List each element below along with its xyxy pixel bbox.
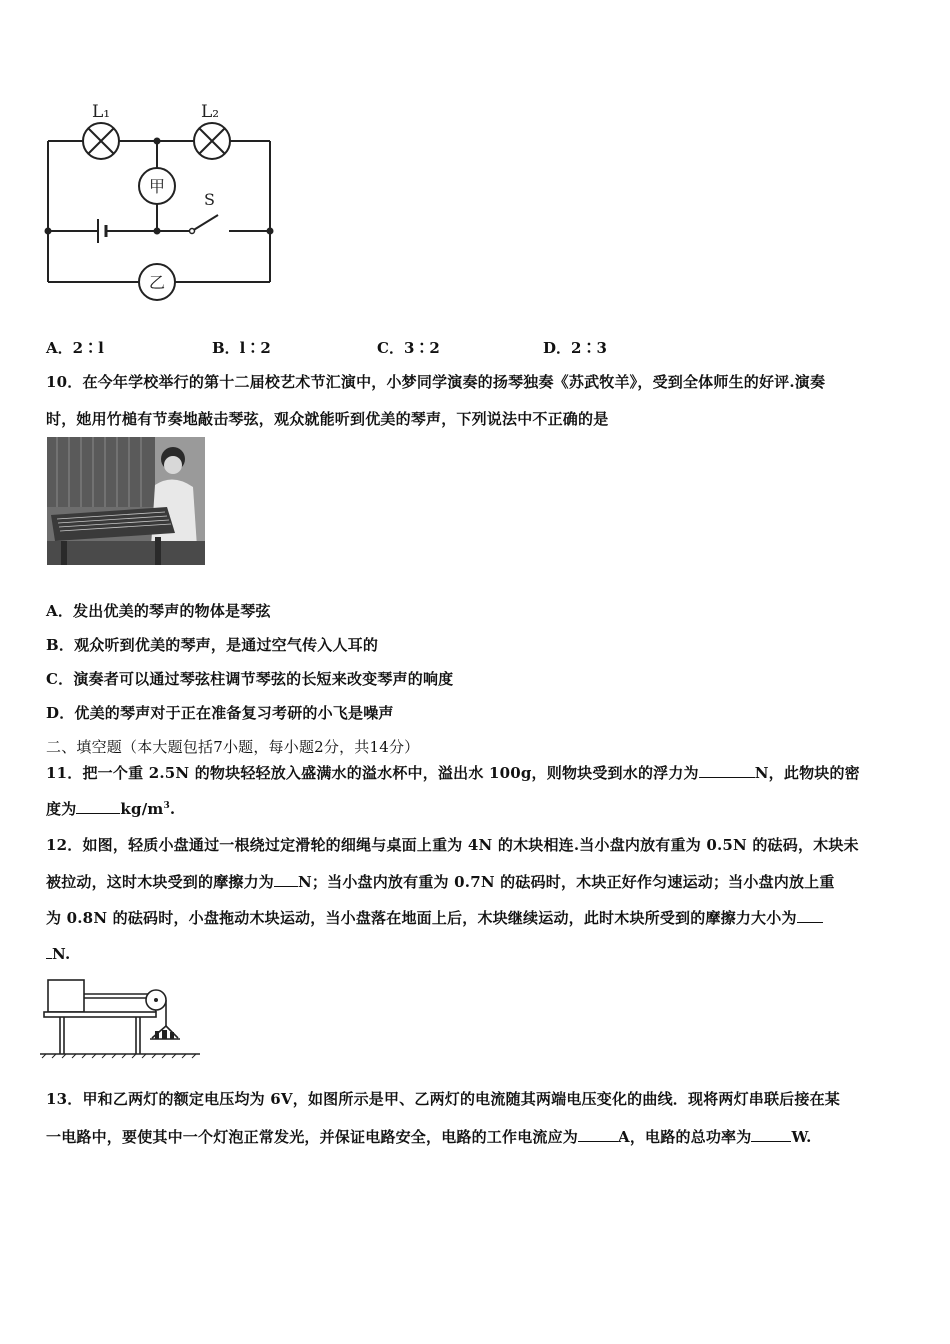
q11-unit-exponent: 3 [163, 801, 170, 811]
q11-line-1-text-b: N，此物块的密 [754, 764, 860, 782]
q13-line-2 [46, 1126, 812, 1147]
lamp-l2-icon [194, 123, 230, 159]
q11-line-2-unit: kg/m [120, 800, 164, 818]
q13-blank-2[interactable] [751, 1127, 791, 1142]
q11-line-1 [46, 762, 860, 783]
q12-blank-1[interactable] [274, 872, 298, 887]
switch-label: S [204, 190, 215, 209]
lamp-l1-label: L₁ [92, 102, 111, 122]
yangqin-photo [47, 437, 205, 565]
q12-line-1: 12．如图，轻质小盘通过一根绕过定滑轮的细绳与桌面上重为 4N 的木块相连.当小盘内放有重为 0.5N 的砝码，木块未 [46, 836, 859, 854]
meter-jia-label: 甲 [148, 177, 166, 196]
q9-option-a: A．2∶l [46, 339, 104, 357]
table-top [44, 1012, 156, 1017]
q11-blank-1[interactable] [699, 763, 755, 778]
q10-option-a: A．发出优美的琴声的物体是琴弦 [46, 602, 271, 620]
q12-line-4-text: N. [52, 945, 71, 963]
q10-option-b: B．观众听到优美的琴声，是通过空气传入人耳的 [46, 636, 379, 654]
lamp-l1-icon [83, 123, 119, 159]
section-heading: 二、填空题（本大题包括7小题，每小题2分，共14分） [46, 738, 420, 756]
weight-icon [155, 1031, 159, 1039]
q9-option-c: C．3∶2 [377, 339, 440, 357]
q13-line-1: 13．甲和乙两灯的额定电压均为 6V，如图所示是甲、乙两灯的电流随其两端电压变化的曲线．现将两灯串联后接在某 [46, 1090, 840, 1108]
q13-blank-1[interactable] [578, 1127, 618, 1142]
q12-line-4 [46, 944, 70, 963]
q10-option-d: D．优美的琴声对于正在准备复习考研的小飞是噪声 [46, 704, 394, 722]
q11-line-1-text-a: 11．把一个重 2.5N 的物块轻轻放入盛满水的溢水杯中，溢出水 100g，则物块受到水的浮力为 [46, 764, 699, 782]
circuit-diagram [40, 95, 280, 305]
q12-line-2 [46, 871, 835, 892]
q11-line-2-end: . [169, 800, 176, 818]
q10-line-2: 时，她用竹槌有节奏地敲击琴弦，观众就能听到优美的琴声，下列说法中不正确的是 [46, 410, 609, 428]
wooden-block [48, 980, 84, 1012]
q9-option-d: D．2∶3 [543, 339, 607, 357]
q11-blank-2[interactable] [76, 799, 120, 814]
q12-line-3 [46, 907, 823, 928]
q12-line-2-text-a: 被拉动，这时木块受到的摩擦力为 [46, 873, 275, 891]
q12-line-2-text-b: N；当小盘内放有重为 0.7N 的砝码时，木块正好作匀速运动；当小盘内放上重 [298, 873, 835, 891]
meter-yi-label: 乙 [148, 273, 166, 292]
pulley-table-diagram [40, 974, 200, 1060]
q12-blank-2[interactable] [797, 908, 823, 923]
q11-line-2-text-a: 度为 [46, 800, 77, 818]
q11-line-2 [46, 798, 175, 819]
q13-line-2-text-a: 一电路中，要使其中一个灯泡正常发光，并保证电路安全，电路的工作电流应为 [46, 1128, 579, 1146]
q12-line-3-text: 为 0.8N 的砝码时，小盘拖动木块运动，当小盘落在地面上后，木块继续运动，此时木块所受到的摩擦力大小为 [46, 909, 797, 927]
lamp-l2-label: L₂ [201, 102, 220, 122]
q13-line-2-text-c: W. [791, 1128, 812, 1146]
q13-line-2-text-b: A，电路的总功率为 [618, 1128, 752, 1146]
q10-option-c: C．演奏者可以通过琴弦柱调节琴弦的长短来改变琴声的响度 [46, 670, 454, 688]
q9-option-b: B．l∶2 [212, 339, 271, 357]
q10-line-1: 10．在今年学校举行的第十二届校艺术节汇演中，小梦同学演奏的扬琴独奏《苏武牧羊》，受到全体师生的好评.演奏 [46, 373, 826, 391]
